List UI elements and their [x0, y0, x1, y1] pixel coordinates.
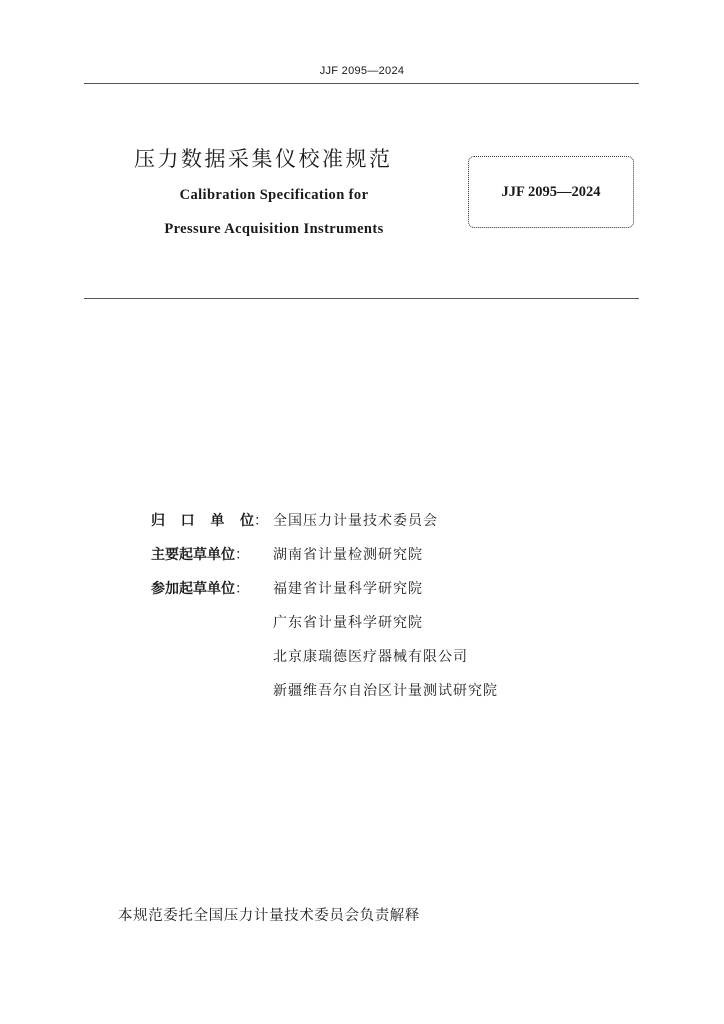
participating-units-label: 参加起草单位：	[151, 581, 249, 597]
responsible-unit-value: 全国压力计量技术委员会	[273, 513, 438, 529]
title-chinese: 压力数据采集仪校准规范	[134, 147, 393, 171]
responsible-unit-row	[151, 510, 498, 544]
top-rule	[84, 83, 639, 84]
drafting-units	[151, 510, 498, 699]
label-colon: ：	[235, 547, 249, 563]
header-standard-code: JJF 2095—2024	[319, 65, 405, 77]
title-english-line-2: Pressure Acquisition Instruments	[164, 221, 384, 237]
label-colon: ：	[254, 513, 268, 529]
participating-unit: 广东省计量科学研究院	[273, 615, 423, 631]
label-char: 位	[239, 513, 254, 529]
participating-units-row	[151, 578, 498, 699]
participating-units-list	[273, 578, 498, 714]
main-drafter-row	[151, 544, 498, 578]
title-english-line-1: Calibration Specification for	[179, 187, 369, 203]
label-colon: ：	[235, 581, 249, 597]
participating-unit: 福建省计量科学研究院	[273, 581, 423, 597]
interpretation-note: 本规范委托全国压力计量技术委员会负责解释	[118, 908, 420, 924]
main-drafter-value: 湖南省计量检测研究院	[273, 547, 423, 563]
middle-rule	[84, 298, 639, 299]
participating-unit: 北京康瑞德医疗器械有限公司	[273, 649, 468, 665]
label-char: 归	[151, 513, 165, 529]
label-char: 口	[180, 513, 195, 529]
standard-code: JJF 2095—2024	[501, 183, 601, 200]
label-char: 单	[210, 513, 225, 529]
standard-code-box	[468, 156, 634, 228]
responsible-unit-label	[151, 510, 273, 530]
participating-unit: 新疆维吾尔自治区计量测试研究院	[273, 683, 498, 699]
main-drafter-label: 主要起草单位：	[151, 547, 249, 563]
